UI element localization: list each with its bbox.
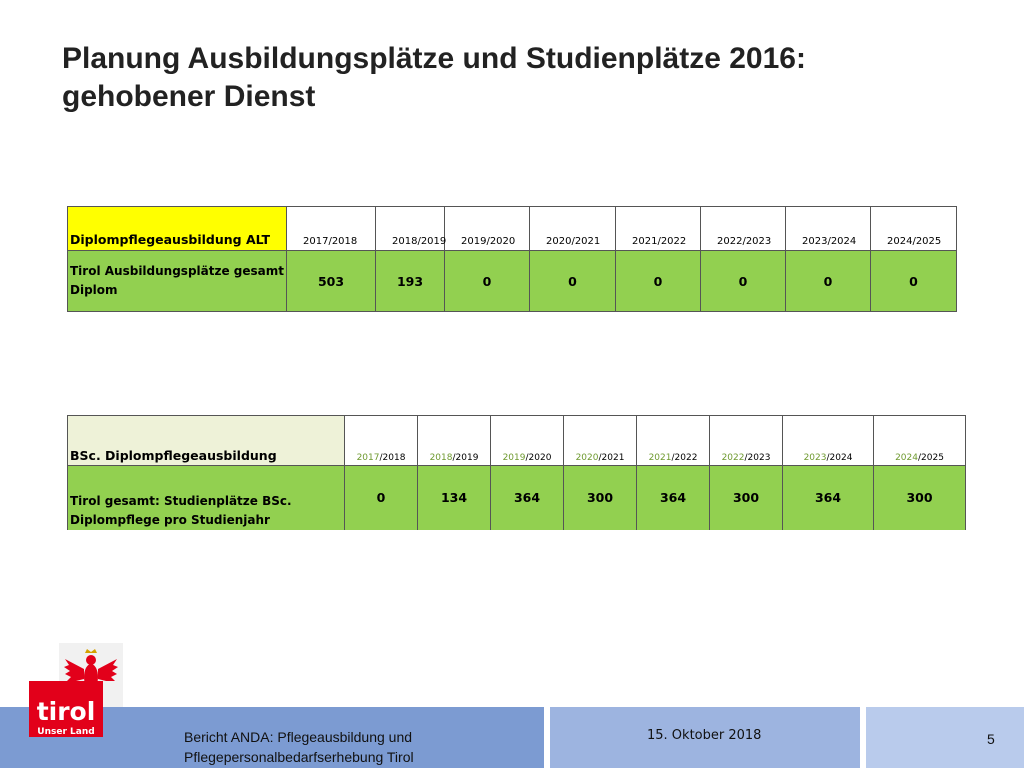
- logo-subtext: Unser Land: [37, 727, 95, 737]
- table-header-row: [68, 416, 966, 466]
- year-header: 2017/2018: [287, 207, 376, 251]
- year-start: 2020: [575, 453, 599, 463]
- row-label-line1: Tirol gesamt: Studienplätze BSc.: [70, 494, 292, 508]
- year-header: 2019/2020: [445, 207, 530, 251]
- row-label-line2: Diplompflege pro Studienjahr: [70, 513, 270, 527]
- value-cell: 300: [874, 466, 966, 531]
- table-header-label: BSc. Diplompflegeausbildung: [68, 416, 345, 466]
- footer-report-line2: Pflegepersonalbedarfserhebung Tirol: [184, 749, 414, 765]
- value-cell: 0: [871, 251, 957, 312]
- slide-title-line1: Planung Ausbildungsplätze und Studienplätze 2016:: [62, 42, 806, 75]
- table-header-row: [68, 207, 957, 251]
- row-label-line2: Diplom: [70, 283, 118, 297]
- year-header: 2024/2025: [871, 207, 957, 251]
- value-cell: 0: [616, 251, 701, 312]
- year-header: [418, 416, 491, 466]
- footer-block-page: [866, 707, 1024, 768]
- year-end: /2019: [452, 453, 479, 463]
- tirol-logo: [29, 643, 123, 738]
- table-row: [68, 251, 957, 312]
- value-cell: 193: [376, 251, 445, 312]
- year-header: 2021/2022: [616, 207, 701, 251]
- year-header: 2022/2023: [701, 207, 786, 251]
- value-cell: 364: [491, 466, 564, 531]
- diplom-alt-table: [67, 206, 957, 312]
- year-end: /2025: [917, 453, 944, 463]
- year-start: 2021: [648, 453, 672, 463]
- year-end: /2021: [598, 453, 625, 463]
- year-start: 2022: [721, 453, 745, 463]
- year-header: [564, 416, 637, 466]
- year-header: [710, 416, 783, 466]
- value-cell: 364: [783, 466, 874, 531]
- value-cell: 0: [701, 251, 786, 312]
- value-cell: 0: [786, 251, 871, 312]
- year-header: [874, 416, 966, 466]
- slide-title-line2: gehobener Dienst: [62, 80, 316, 113]
- year-start: 2024: [895, 453, 918, 463]
- year-header: [783, 416, 874, 466]
- row-label: [68, 466, 345, 531]
- table-header-label: Diplompflegeausbildung ALT: [68, 207, 287, 251]
- year-end: /2024: [826, 453, 853, 463]
- value-cell: 0: [445, 251, 530, 312]
- footer-report-line1: Bericht ANDA: Pflegeausbildung und: [184, 729, 413, 745]
- year-header: 2020/2021: [530, 207, 616, 251]
- row-label-line1: Tirol Ausbildungsplätze gesamt: [70, 264, 284, 278]
- year-start: 2018: [429, 453, 453, 463]
- value-cell: 364: [637, 466, 710, 531]
- value-cell: 0: [345, 466, 418, 531]
- year-end: /2022: [671, 453, 698, 463]
- slide-title: [62, 40, 982, 116]
- year-start: 2023: [803, 453, 827, 463]
- year-end: /2023: [744, 453, 771, 463]
- row-label: [68, 251, 287, 312]
- value-cell: 0: [530, 251, 616, 312]
- table-row: [68, 466, 966, 531]
- footer-date: 15. Oktober 2018: [647, 728, 762, 743]
- year-header: 2018/2019: [376, 207, 445, 251]
- logo-text: tirol: [36, 697, 96, 726]
- value-cell: 503: [287, 251, 376, 312]
- page-number: 5: [987, 731, 995, 747]
- year-end: /2020: [525, 453, 552, 463]
- footer: [0, 707, 1024, 768]
- value-cell: 134: [418, 466, 491, 531]
- value-cell: 300: [710, 466, 783, 531]
- year-header: 2023/2024: [786, 207, 871, 251]
- footer-report-title: [184, 727, 484, 767]
- year-header: [637, 416, 710, 466]
- year-start: 2017: [356, 453, 380, 463]
- year-header: [345, 416, 418, 466]
- year-end: /2018: [379, 453, 406, 463]
- year-start: 2019: [502, 453, 526, 463]
- bsc-table: [67, 415, 966, 530]
- year-header: [491, 416, 564, 466]
- value-cell: 300: [564, 466, 637, 531]
